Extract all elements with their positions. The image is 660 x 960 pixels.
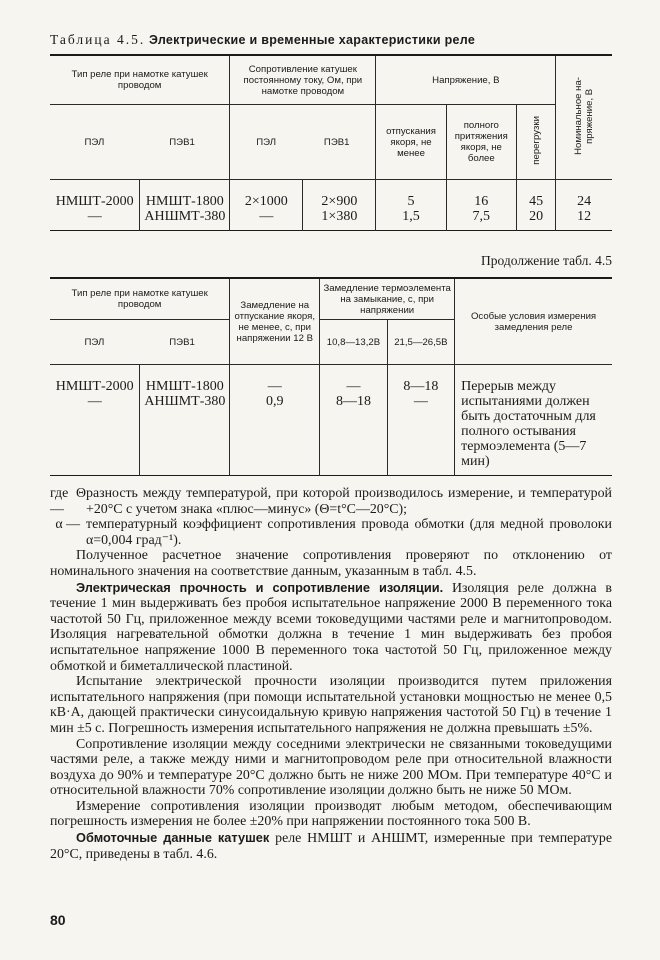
cell-special: Перерыв между испытаниями должен быть достаточным для полного остывания термоэлемента (5—7 мин)	[455, 365, 612, 476]
paragraph-6: Обмоточные данные катушек реле НМШТ и АНШМТ, измеренные при температуре 20°С, приведены в табл. 4.6.	[50, 830, 612, 862]
cell-pel: НМШТ-2000 —	[55, 379, 134, 409]
cell-pev: НМШТ-1800 АНШМТ-380	[140, 180, 230, 231]
cell-pull: 16 7,5	[446, 180, 516, 231]
table-caption	[50, 32, 612, 48]
paragraph-6-heading: Обмоточные данные катушек	[76, 830, 270, 846]
cell-pev: НМШТ-1800 АНШМТ-380	[140, 365, 230, 476]
table-delay-characteristics	[50, 277, 612, 476]
header-type-2: Тип реле при намотке катушек проводом	[50, 278, 230, 320]
paragraph-4: Сопротивление изоляции между соседними электрически не связанными токоведущими частями реле, а также между ними и магнитопроводом реле при относительной влажности воздуха до 90% и температуре 20°С должно быть не ниже 200 МОм. При температуре 40°С и относительной влажности 70% сопротивление изоляции должно быть не ниже 50 МОм.	[50, 736, 612, 799]
paragraph-3: Испытание электрической прочности изоляции производится путем приложения испытательного напряжения (при помощи испытательной установки мощностью не менее 0,5 кВ·А, дающей практически синусоидальную кривую напряжения частотой 50 Гц) в течение 1 мин ±5 с. Погрешность измерения испытательного напряжения не должна превышать ±5%.	[50, 674, 612, 736]
header-nominal: Номинальное на- пряжение, В	[556, 55, 612, 180]
header-type: Тип реле при намотке катушек проводом	[50, 55, 230, 105]
page	[50, 32, 612, 862]
table-label: Таблица 4.5.	[50, 32, 146, 47]
header-delay-thermo: Замедление термоэлемента на замыкание, с, при напряжении	[320, 278, 455, 320]
table-title: Электрические и временные характеристики реле	[148, 33, 476, 47]
cell-v1: — 8—18	[320, 365, 387, 476]
page-number: 80	[50, 912, 66, 928]
cell-delay-release: — 0,9	[230, 365, 320, 476]
header-delay-release: Замедление на отпускание якоря, не менее, с, при напряжении 12 В	[230, 278, 320, 365]
header-special: Особые условия измерения замедления реле	[455, 278, 612, 365]
header-resistance: Сопротивление катушек постоянному току, Ом, при намотке проводом	[230, 55, 376, 105]
header-voltage: Напряжение, В	[376, 55, 556, 105]
header-pel: ПЭЛ ПЭВ1	[50, 105, 230, 180]
where-theta: разность между температурой, при которой производилось измерение, и температурой +20°С с учетом знака «плюс—минус» (Θ=t°C—20°C);	[86, 486, 612, 517]
body-text	[50, 486, 612, 862]
where-block	[50, 486, 612, 548]
where-theta-lead: где Θ —	[50, 486, 86, 517]
paragraph-2-heading: Электрическая прочность и сопротивление изоляции.	[76, 579, 444, 595]
header-v1: 10,8—13,2В	[320, 320, 387, 365]
cell-nominal: 24 12	[556, 180, 612, 231]
header-release: отпускания якоря, не менее	[376, 105, 446, 180]
cell-release: 5 1,5	[376, 180, 446, 231]
cell-r-pev: 2×900 1×380	[303, 180, 376, 231]
header-pull: полного притяжения якоря, не более	[446, 105, 516, 180]
table-electrical-characteristics	[50, 54, 612, 231]
header-wires-2: ПЭЛ ПЭВ1	[50, 320, 230, 365]
paragraph-2: Электрическая прочность и сопротивление изоляции. Изоляция реле должна в течение 1 мин выдерживать без пробоя испытательное напряжение 2000 В переменного тока частотой 50 Гц, приложенное между всеми токоведущими частями реле и магнитопроводом. Изоляция нагревательной обмотки должна в течение 1 мин выдерживать без пробоя испытательное напряжение 1000 В переменного тока частотой 50 Гц, приложенное между обмоткой и биметаллической пластиной.	[50, 579, 612, 674]
header-v2: 21,5—26,5В	[387, 320, 454, 365]
continuation-label: Продолжение табл. 4.5	[481, 253, 612, 268]
cell-r-pel: 2×1000 —	[230, 180, 303, 231]
cell-pel: НМШТ-2000 —	[55, 194, 134, 224]
header-overload: перегрузки	[516, 105, 555, 180]
table-row	[50, 180, 612, 231]
paragraph-5: Измерение сопротивления изоляции производят любым методом, обеспечивающим погрешность измерения не более ±20% при напряжении постоянного тока 500 В.	[50, 798, 612, 830]
table-row	[50, 365, 612, 476]
where-alpha-lead: α —	[55, 517, 80, 533]
cell-overload: 45 20	[516, 180, 555, 231]
paragraph-1: Полученное расчетное значение сопротивления проверяют по отклонению от номинального значения на соответствие данным, указанным в табл. 4.5.	[50, 548, 612, 579]
header-resistance-wires: ПЭЛ ПЭВ1	[230, 105, 376, 180]
where-alpha: температурный коэффициент сопротивления провода обмотки (для медной проволоки α=0,004 град⁻¹).	[86, 517, 612, 548]
cell-v2: 8—18 —	[387, 365, 454, 476]
